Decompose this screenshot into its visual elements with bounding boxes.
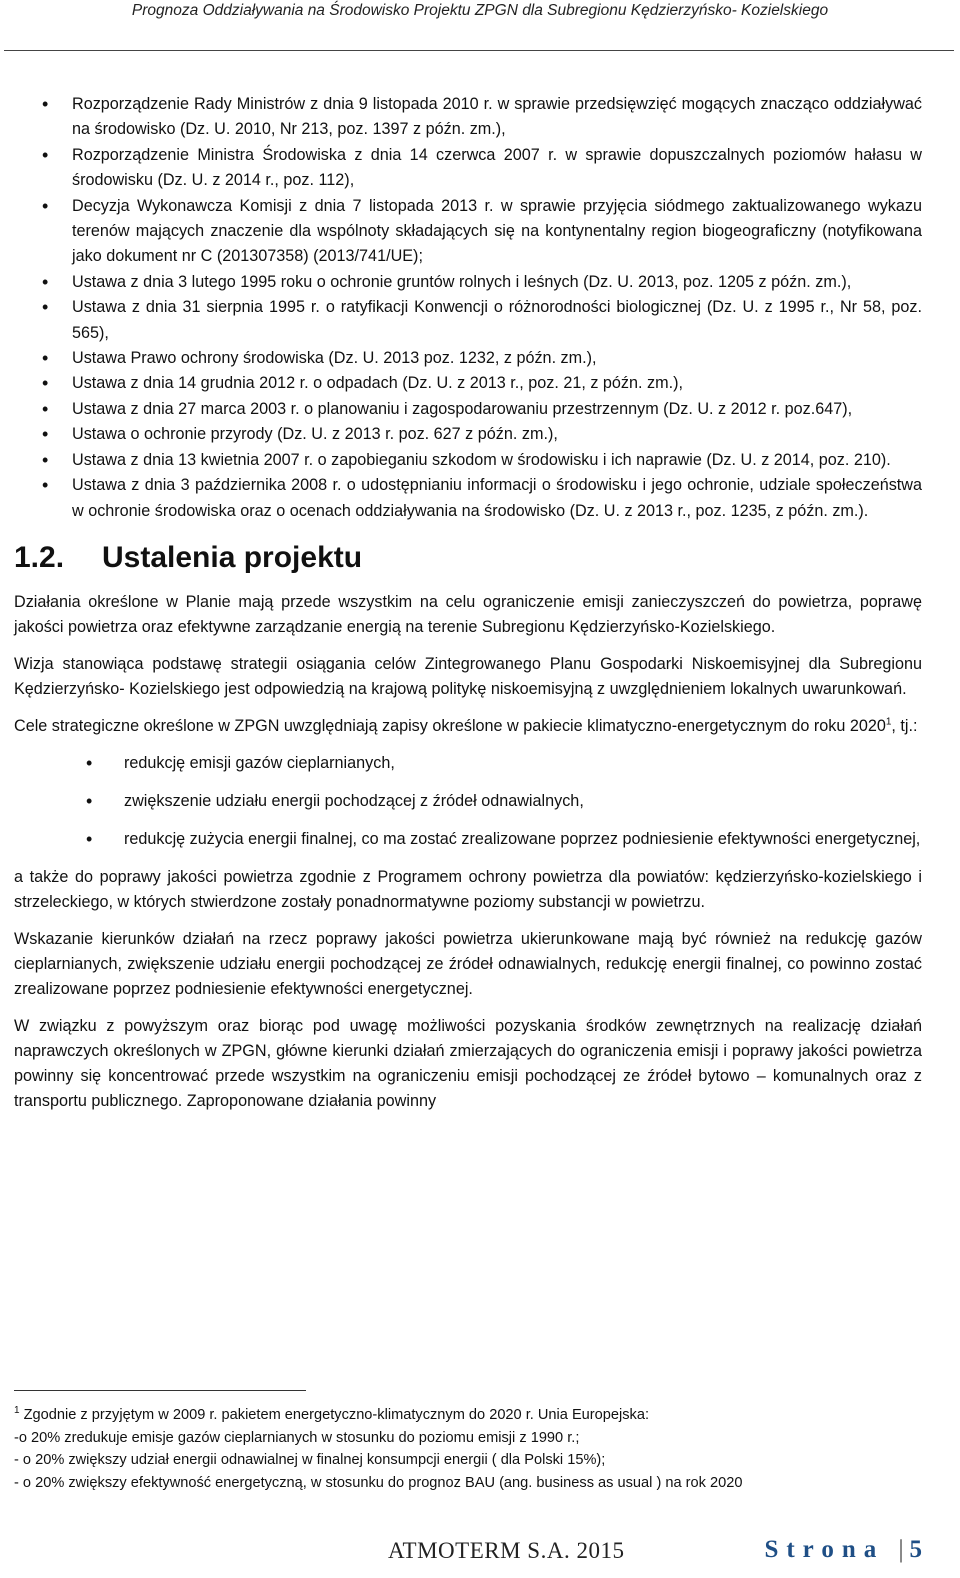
paragraph: a także do poprawy jakości powietrza zgodnie z Programem ochrony powietrza dla powiatów: kędzierzyńsko-kozielskiego i strzeleckiego, w których stwierdzone zostały ponadnormatywne poziomy substancji w powietrzu.	[14, 867, 922, 911]
paragraph: Działania określone w Planie mają przede wszystkim na celu ograniczenie emisji zanieczyszczeń do powietrza, poprawę jakości powietrza oraz efektywne zarządzanie energią na terenie Subregionu Kędzierzyńsko-Kozielskiego.	[14, 592, 922, 636]
list-item: • Ustawa z dnia 27 marca 2003 r. o planowaniu i zagospodarowaniu przestrzennym (Dz. U. z 2012 r. poz.647),	[14, 397, 922, 422]
bullet-icon: •	[42, 144, 49, 165]
paragraph: Wizja stanowiąca podstawę strategii osiągania celów Zintegrowanego Planu Gospodarki Niskoemisyjnej dla Subregionu Kędzierzyńsko- Kozielskiego jest odpowiedzią na krajową politykę niskoemisyjną z uwzględnieniem lokalnych uwarunkowań.	[14, 654, 922, 698]
bullet-icon: •	[42, 348, 49, 369]
list-item: • Ustawa z dnia 31 sierpnia 1995 r. o ratyfikacji Konwencji o różnorodności biologicznej (Dz. U. z 1995 r., Nr 58, poz. 565),	[42, 297, 922, 342]
list-item: • Ustawa o ochronie przyrody (Dz. U. z 2013 r. poz. 627 z późn. zm.),	[14, 422, 922, 447]
section-title: Ustalenia projektu	[102, 540, 363, 574]
section-number: 1.2.	[14, 540, 65, 574]
bullet-icon: •	[42, 271, 49, 292]
footnote-rule	[14, 1390, 306, 1391]
list-item: • Ustawa z dnia 13 kwietnia 2007 r. o zapobieganiu szkodom w środowisku i ich naprawie (Dz. U. z 2014, poz. 210).	[14, 448, 922, 473]
list-item: • Ustawa z dnia 14 grudnia 2012 r. o odpadach (Dz. U. z 2013 r., poz. 21, z późn. zm.),	[14, 371, 922, 396]
list-item: • Decyzja Wykonawcza Komisji z dnia 7 listopada 2013 r. w sprawie przyjęcia siódmego zaktualizowanego wykazu terenów mających znaczenie dla wspólnoty składających się na kontynentalny region biogeograficzny (notyfikowana jako dokument nr C (201307358) (2013/741/UE);	[42, 195, 922, 266]
page-header	[0, 0, 960, 50]
bullet-icon: •	[86, 790, 93, 811]
list-item: • redukcję zużycia energii finalnej, co ma zostać zrealizowane poprzez podniesienie efektywności energetycznej,	[14, 827, 922, 852]
footnote-line: -o 20% zredukuje emisje gazów cieplarnianych w stosunku do poziomu emisji z 1990 r.;	[14, 1429, 580, 1446]
bullet-icon: •	[42, 398, 49, 419]
list-item: • zwiększenie udziału energii pochodzącej z źródeł odnawialnych,	[14, 789, 922, 814]
list-item: • Ustawa Prawo ochrony środowiska (Dz. U. 2013 poz. 1232, z późn. zm.),	[14, 346, 922, 371]
page-separator: |	[898, 1536, 904, 1563]
list-item: • Ustawa z dnia 3 października 2008 r. o udostępnianiu informacji o środowisku i jego ochronie, udziale społeczeństwa w ochronie środowiska oraz o ocenach oddziaływania na środowisko (Dz. U. z 2013 r., poz. 1235, z późn. zm.).	[42, 475, 922, 520]
page-footer	[0, 1532, 960, 1572]
list-item: • Ustawa z dnia 3 lutego 1995 roku o ochronie gruntów rolnych i leśnych (Dz. U. 2013, poz. 1205 z późn. zm.),	[14, 270, 922, 295]
footnote-line: - o 20% zwiększy efektywność energetyczną, w stosunku do prognoz BAU (ang. business as usual ) na rok 2020	[14, 1474, 743, 1491]
bullet-icon: •	[42, 94, 49, 114]
bullet-icon: •	[42, 297, 49, 318]
paragraph: W związku z powyższym oraz biorąc pod uwagę możliwości pozyskania środków zewnętrznych na realizację działań naprawczych określonych w ZPGN, główne kierunki działań zmierzających do ograniczenia emisji i poprawy jakości powietrza powinny się koncentrować przede wszystkim na ograniczeniu emisji pochodzącej ze źródeł bytowo – komunalnych oraz z transportu publicznego. Zaproponowane działania powinny	[14, 1016, 922, 1110]
bullet-icon: •	[42, 475, 49, 496]
bullet-icon: •	[42, 449, 49, 470]
bullet-icon: •	[42, 373, 49, 394]
header-rule	[4, 50, 954, 51]
bullet-icon: •	[42, 424, 49, 445]
footer-company: ATMOTERM S.A. 2015	[388, 1538, 625, 1563]
footnote-ref[interactable]: 1	[885, 716, 892, 728]
paragraph: Cele strategiczne określone w ZPGN uwzględniają zapisy określone w pakiecie klimatyczno-energetycznym do roku 2020$^1$, tj.:	[14, 716, 918, 735]
section-heading	[14, 538, 922, 578]
header-title: Prognoza Oddziaływania na Środowisko Projektu ZPGN dla Subregionu Kędzierzyńsko- Kozielskiego	[131, 2, 829, 19]
page-content	[14, 92, 922, 1126]
footnote-mark: 1	[14, 1405, 20, 1417]
footnote-line: $^1$ Zgodnie z przyjętym w 2009 r. pakietem energetyczno-klimatycznym do 2020 r. Unia Europejska:	[14, 1405, 650, 1423]
page-number: 5	[909, 1536, 922, 1563]
list-item: • redukcję emisji gazów cieplarnianych,	[14, 751, 922, 776]
page-indicator	[764, 1536, 922, 1564]
footnote	[14, 1404, 934, 1494]
footnote-line: - o 20% zwiększy udział energii odnawialnej w finalnej konsumpcji energii ( dla Polski 15%);	[14, 1452, 606, 1468]
bullet-icon: •	[86, 828, 93, 849]
list-item: • Rozporządzenie Ministra Środowiska z dnia 14 czerwca 2007 r. w sprawie dopuszczalnych poziomów hałasu w środowisku (Dz. U. z 2014 r., poz. 112),	[42, 144, 922, 190]
page-label: Strona	[764, 1536, 885, 1563]
list-item: • Rozporządzenie Rady Ministrów z dnia 9 listopada 2010 r. w sprawie przedsięwzięć mogących znacząco oddziaływać na środowisko (Dz. U. 2010, Nr 213, poz. 1397 z późn. zm.),	[42, 94, 922, 139]
paragraph: Wskazanie kierunków działań na rzecz poprawy jakości powietrza ukierunkowane mają być również na redukcję gazów cieplarnianych, zwiększenie udziału energii pochodzącej ze źródeł odnawialnych, redukcję energii finalnej, co powinno zostać zrealizowane poprzez podniesienie efektywności energetycznej.	[14, 929, 922, 998]
legal-basis-list	[14, 92, 922, 524]
goals-list	[14, 751, 922, 852]
bullet-icon: •	[86, 752, 93, 773]
bullet-icon: •	[42, 195, 49, 216]
